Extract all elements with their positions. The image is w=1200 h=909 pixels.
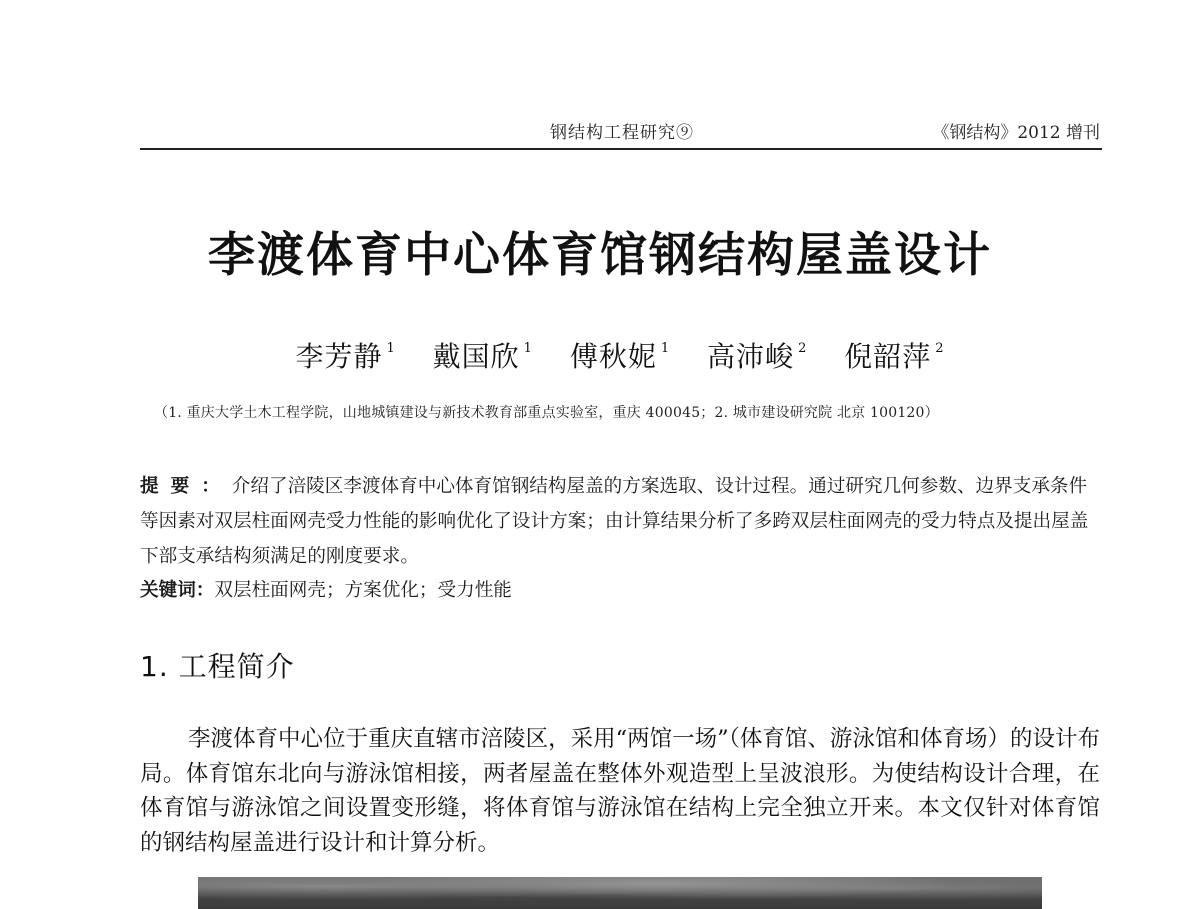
affiliation-marker: 2 xyxy=(798,341,808,356)
author xyxy=(433,340,533,373)
author xyxy=(295,340,395,373)
figure-photo-texture xyxy=(198,877,1042,909)
author-name: 倪韶萍 xyxy=(844,340,932,373)
author xyxy=(707,340,807,373)
journal-name: 《钢结构》2012 增刊 xyxy=(932,123,1100,143)
affiliation-marker: 1 xyxy=(386,341,396,356)
section-heading: 1. 工程简介 xyxy=(140,650,295,683)
running-header xyxy=(140,118,1102,150)
affiliation-line: （1. 重庆大学土木工程学院，山地城镇建设与新技术教育部重点实验室，重庆 400045；2. 城市建设研究院 北京 100120） xyxy=(154,405,939,421)
affiliation-marker: 2 xyxy=(935,341,945,356)
author-name: 高沛峻 xyxy=(707,340,795,373)
affiliation-marker: 1 xyxy=(523,341,533,356)
keywords-text: 双层柱面网壳；方案优化；受力性能 xyxy=(214,580,512,601)
author-list xyxy=(0,335,1200,375)
affiliation-marker: 1 xyxy=(660,341,671,356)
figure-photo xyxy=(198,877,1042,909)
abstract-label: 提要： xyxy=(140,476,232,497)
author xyxy=(570,340,670,373)
author-name: 戴国欣 xyxy=(432,340,520,373)
keywords-label: 关键词： xyxy=(140,580,215,601)
body-paragraph: 李渡体育中心位于重庆直辖市涪陵区，采用“两馆一场”（体育馆、游泳馆和体育场）的设计布局。体育馆东北向与游泳馆相接，两者屋盖在整体外观造型上呈波浪形。为使结构设计合理，在体育馆与游泳馆之间设置变形缝，将体育馆与游泳馆在结构上完全独立开来。本文仅针对体育馆的钢结构屋盖进行设计和计算分析。 xyxy=(140,726,1100,856)
keywords xyxy=(140,576,1100,602)
series-title: 钢结构工程研究⑨ xyxy=(550,123,694,143)
author-name: 李芳静 xyxy=(295,340,383,373)
paper-title: 李渡体育中心体育馆钢结构屋盖设计 xyxy=(208,228,992,283)
author-name: 傅秋妮 xyxy=(569,340,657,373)
abstract xyxy=(140,469,1100,574)
abstract-text: 介绍了涪陵区李渡体育中心体育馆钢结构屋盖的方案选取、设计过程。通过研究几何参数、边界支承条件等因素对双层柱面网壳受力性能的影响优化了设计方案；由计算结果分析了多跨双层柱面网壳的受力特点及提出屋盖下部支承结构须满足的刚度要求。 xyxy=(140,476,1089,567)
author xyxy=(844,340,944,373)
